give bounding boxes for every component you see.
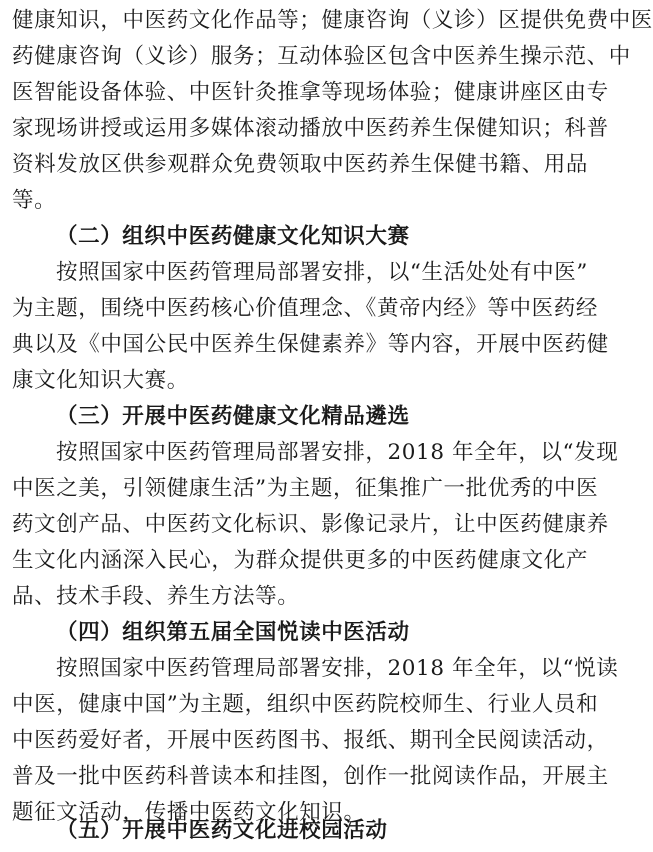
body-text-line: 中医之美，引领健康生活”为主题，征集推广一批优秀的中医 <box>12 476 599 501</box>
body-text-line: 医智能设备体验、中医针灸推拿等现场体验；健康讲座区由专 <box>12 80 609 105</box>
body-text-line: 等。 <box>12 188 57 213</box>
body-text-line: 中医药爱好者，开展中医药图书、报纸、期刊全民阅读活动， <box>12 728 609 753</box>
body-text-line: 资料发放区供参观群众免费领取中医药养生保健书籍、用品 <box>12 152 588 177</box>
body-text-line: 健康知识，中医药文化作品等；健康咨询（义诊）区提供免费中医 <box>12 8 653 33</box>
body-text-line: 药健康咨询（义诊）服务；互动体验区包含中医养生操示范、中 <box>12 44 631 69</box>
body-text-line: 题征文活动，传播中医药文化知识。 <box>12 800 366 825</box>
body-text-line: 普及一批中医药科普读本和挂图，创作一批阅读作品，开展主 <box>12 764 609 789</box>
body-text-line: 家现场讲授或运用多媒体滚动播放中医药养生保健知识；科普 <box>12 116 609 141</box>
body-text-line: 按照国家中医药管理局部署安排，2018 年全年，以“悦读 <box>56 656 619 681</box>
section-heading-5: （五）开展中医药文化进校园活动 <box>56 818 388 843</box>
body-text-line: 生文化内涵深入民心，为群众提供更多的中医药健康文化产 <box>12 548 588 573</box>
body-text-line: 药文创产品、中医药文化标识、影像记录片，让中医药健康养 <box>12 512 609 537</box>
section-heading-2: （二）组织中医药健康文化知识大赛 <box>56 224 410 249</box>
body-text-line: 典以及《中国公民中医养生保健素养》等内容，开展中医药健 <box>12 332 609 357</box>
body-text-line: 按照国家中医药管理局部署安排，以“生活处处有中医” <box>56 260 588 285</box>
body-text-line: 为主题，围绕中医药核心价值理念、《黄帝内经》等中医药经 <box>12 296 598 321</box>
section-heading-4: （四）组织第五届全国悦读中医活动 <box>56 620 410 645</box>
body-text-line: 中医，健康中国”为主题，组织中医药院校师生、行业人员和 <box>12 692 599 717</box>
section-heading-3: （三）开展中医药健康文化精品遴选 <box>56 404 410 429</box>
body-text-line: 康文化知识大赛。 <box>12 368 189 393</box>
body-text-line: 品、技术手段、养生方法等。 <box>12 584 300 609</box>
body-text-line: 按照国家中医药管理局部署安排，2018 年全年，以“发现 <box>56 440 619 465</box>
